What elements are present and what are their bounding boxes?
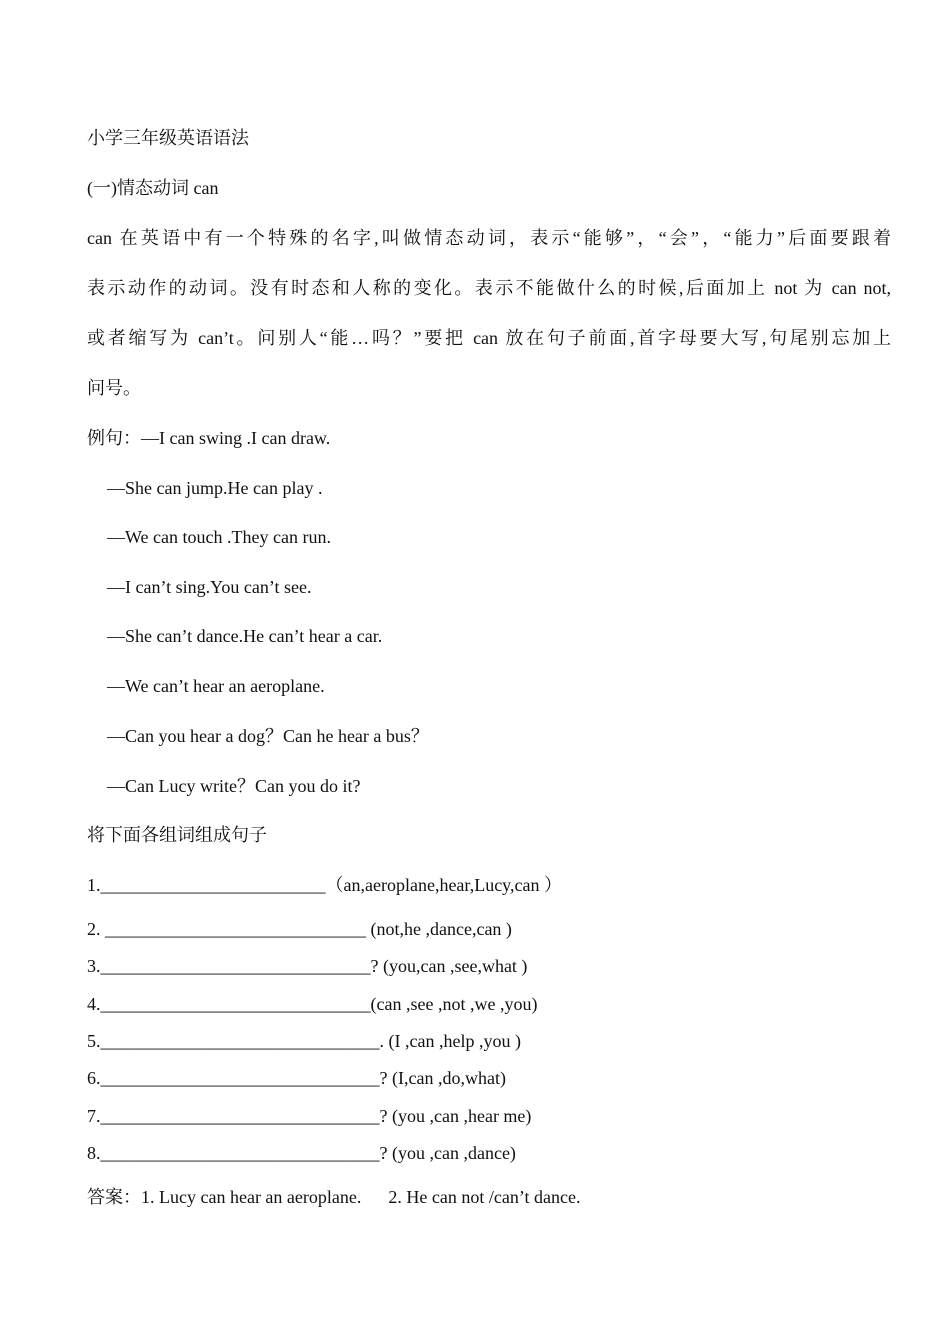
- paragraph-line-1: can 在英语中有一个特殊的名字,叫做情态动词，表示“能够”，“会”，“能力”后面要跟着: [87, 228, 891, 248]
- example-sentence: —She can’t dance.He can’t hear a car.: [107, 626, 383, 646]
- paragraph-line-2: 表示动作的动词。没有时态和人称的变化。表示不能做什么的时候,后面加上 not 为 can not,: [87, 278, 891, 298]
- example-sentence: —Can Lucy write？Can you do it?: [107, 776, 361, 796]
- exercise-heading: 将下面各组词组成句子: [87, 825, 267, 845]
- example-sentence: —We can touch .They can run.: [107, 527, 331, 547]
- example-sentence: —I can’t sing.You can’t see.: [107, 577, 312, 597]
- exercise-item: 7._______________________________? (you ,can ,hear me): [87, 1106, 532, 1126]
- paragraph-line-4: 问号。: [87, 378, 141, 398]
- example-sentence: —We can’t hear an aeroplane.: [107, 676, 325, 696]
- answers-label: 答案：: [87, 1187, 141, 1207]
- paragraph-line-3: 或者缩写为 can’t。问别人“能…吗？”要把 can 放在句子前面,首字母要大写,句尾别忘加上: [87, 328, 891, 348]
- exercise-item: 8._______________________________? (you ,can ,dance): [87, 1143, 516, 1163]
- example-first-line: [87, 426, 330, 450]
- exercise-item: 6._______________________________? (I,can ,do,what): [87, 1068, 506, 1088]
- exercise-item: 5._______________________________. (I ,can ,help ,you ): [87, 1031, 521, 1051]
- exercise-item: 1._________________________（an,aeroplane,hear,Lucy,can ）: [87, 875, 562, 895]
- example-sentence: —Can you hear a dog？Can he hear a bus？: [107, 726, 429, 746]
- section-heading: (一)情态动词 can: [87, 178, 219, 198]
- document-title: 小学三年级英语语法: [87, 128, 249, 148]
- exercise-item: 4.______________________________(can ,see ,not ,we ,you): [87, 994, 538, 1014]
- answers-line: [87, 1185, 580, 1209]
- example-sentence: —She can jump.He can play .: [107, 478, 323, 498]
- examples-label: 例句：: [87, 428, 141, 448]
- exercise-item: 3.______________________________? (you,can ,see,what ): [87, 956, 528, 976]
- answers-text: 1. Lucy can hear an aeroplane. 2. He can not /can’t dance.: [141, 1187, 581, 1207]
- exercise-item: 2. _____________________________ (not,he ,dance,can ): [87, 919, 512, 939]
- example-sentence: —I can swing .I can draw.: [141, 428, 331, 448]
